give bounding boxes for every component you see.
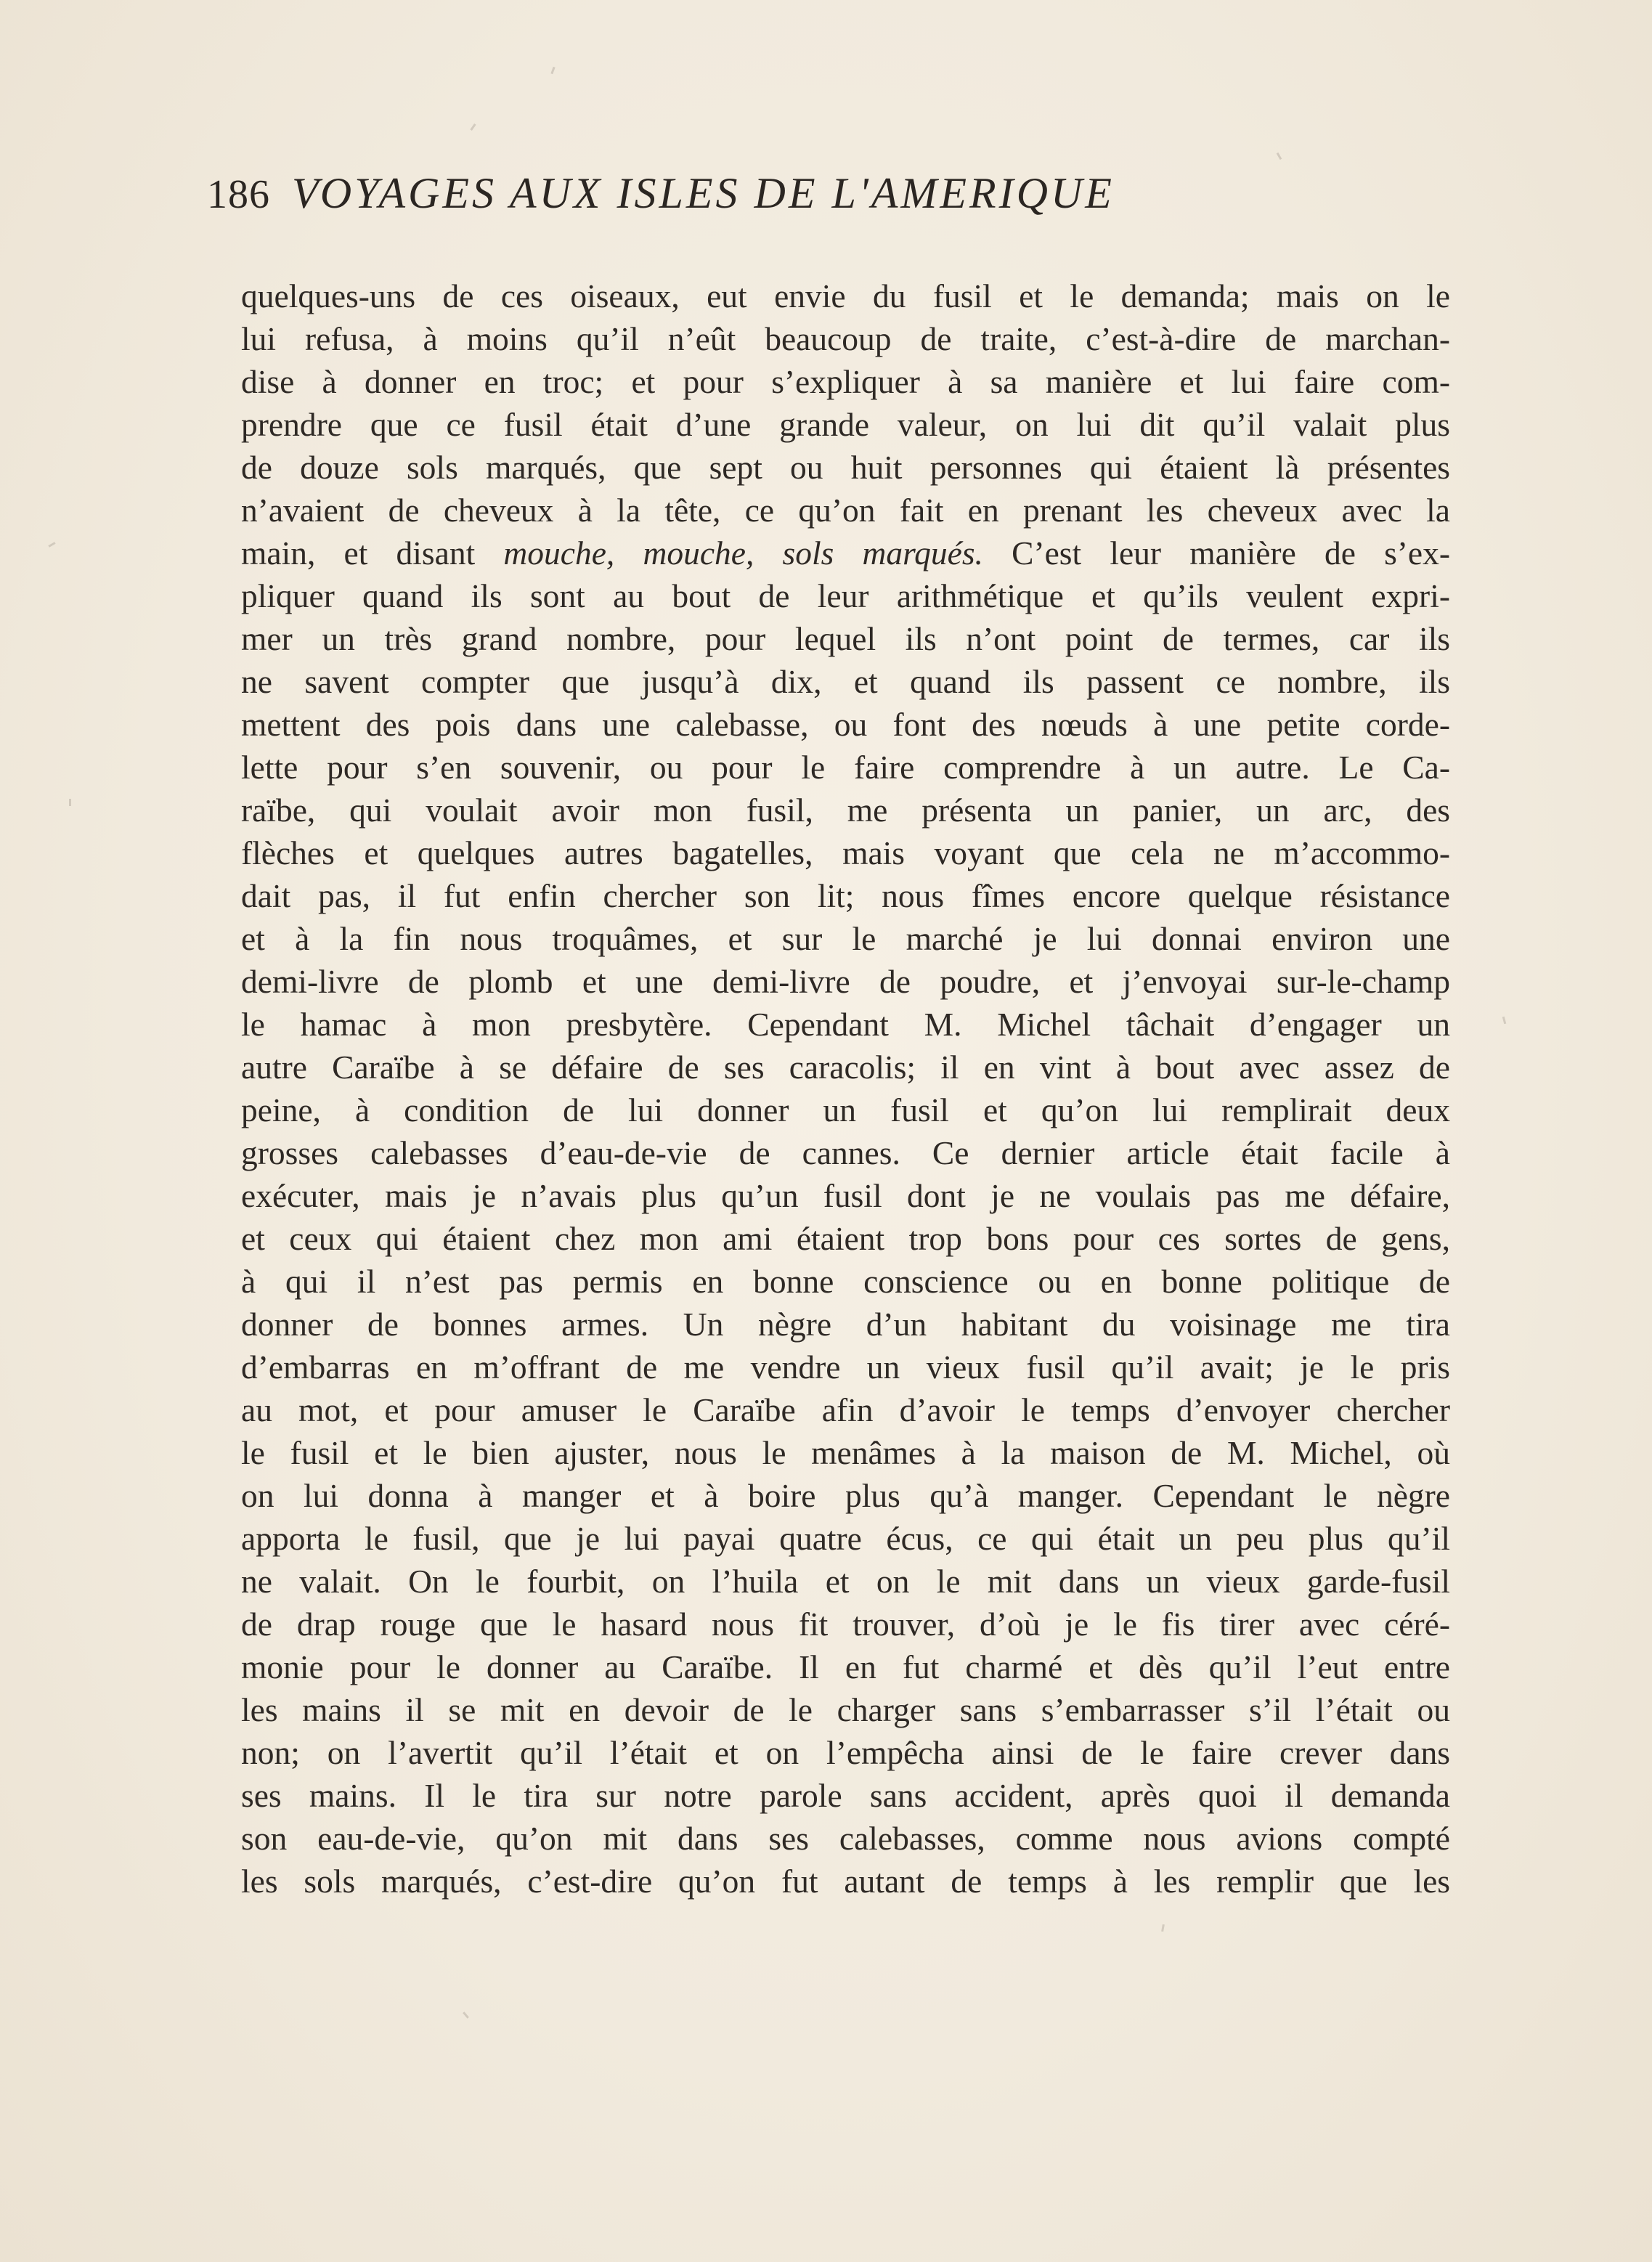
text-line: non; on l’avertit qu’il l’était et on l’empêcha ainsi de le faire crever dans	[241, 1734, 1450, 1771]
text-line: ne savent compter que jusqu’à dix, et quand ils passent ce nombre, ils	[241, 663, 1450, 700]
text-line: dait pas, il fut enfin chercher son lit; nous fîmes encore quelque résistance	[241, 877, 1450, 914]
text-line: au mot, et pour amuser le Caraïbe afin d’avoir le temps d’envoyer chercher	[241, 1391, 1450, 1428]
text-line: n’avaient de cheveux à la tête, ce qu’on fait en prenant les cheveux avec la	[241, 492, 1450, 529]
text-line: son eau-de-vie, qu’on mit dans ses calebasses, comme nous avions compté	[241, 1820, 1450, 1857]
text-line: les mains il se mit en devoir de le charger sans s’embarrasser s’il l’était ou	[241, 1691, 1450, 1728]
text-line: prendre que ce fusil était d’une grande valeur, on lui dit qu’il valait plus	[241, 406, 1450, 443]
paper-speck	[1502, 1017, 1506, 1024]
text-line: mettent des pois dans une calebasse, ou font des nœuds à une petite corde-	[241, 706, 1450, 743]
text-line: peine, à condition de lui donner un fusil et qu’on lui remplirait deux	[241, 1091, 1450, 1128]
text-line: quelques-uns de ces oiseaux, eut envie du fusil et le demanda; mais on le	[241, 277, 1450, 314]
text-line: dise à donner en troc; et pour s’expliquer à sa manière et lui faire com-	[241, 363, 1450, 400]
text-line: et ceux qui étaient chez mon ami étaient trop bons pour ces sortes de gens,	[241, 1220, 1450, 1257]
text-line: donner de bonnes armes. Un nègre d’un habitant du voisinage me tira	[241, 1306, 1450, 1343]
text-line: demi-livre de plomb et une demi-livre de poudre, et j’envoyai sur-le-champ	[241, 963, 1450, 1000]
page-header	[207, 168, 1456, 227]
paper-speck	[1277, 152, 1282, 160]
paper-speck	[463, 2011, 469, 2019]
text-line: d’embarras en m’offrant de me vendre un vieux fusil qu’il avait; je le pris	[241, 1348, 1450, 1386]
text-line: flèches et quelques autres bagatelles, mais voyant que cela ne m’accommo-	[241, 834, 1450, 871]
paper-speck	[1161, 1924, 1165, 1932]
text-line: raïbe, qui voulait avoir mon fusil, me présenta un panier, un arc, des	[241, 792, 1450, 829]
text-line: de douze sols marqués, que sept ou huit personnes qui étaient là présentes	[241, 449, 1450, 486]
text-line-with-italic	[241, 532, 1450, 574]
text-line: monie pour le donner au Caraïbe. Il en fut charmé et dès qu’il l’eut entre	[241, 1648, 1450, 1685]
text-line: les sols marqués, c’est-dire qu’on fut autant de temps à les remplir que les	[241, 1863, 1450, 1900]
text-fragment: C’est leur manière de s’ex-	[1012, 534, 1450, 571]
text-line: ses mains. Il le tira sur notre parole sans accident, après quoi il demanda	[241, 1777, 1450, 1814]
text-line: et à la fin nous troquâmes, et sur le marché je lui donnai environ une	[241, 920, 1450, 957]
paper-speck	[470, 123, 476, 131]
text-line: lui refusa, à moins qu’il n’eût beaucoup de traite, c’est-à-dire de marchan-	[241, 320, 1450, 357]
italic-phrase: mouche, mouche, sols marqués.	[503, 534, 983, 571]
text-line: à qui il n’est pas permis en bonne conscience ou en bonne politique de	[241, 1263, 1450, 1300]
text-line: grosses calebasses d’eau-de-vie de cannes. Ce dernier article était facile à	[241, 1134, 1450, 1171]
text-line: de drap rouge que le hasard nous fit trouver, d’où je le fis tirer avec céré-	[241, 1606, 1450, 1643]
text-line: mer un très grand nombre, pour lequel ils n’ont point de termes, car ils	[241, 620, 1450, 657]
text-line: le fusil et le bien ajuster, nous le menâmes à la maison de M. Michel, où	[241, 1434, 1450, 1471]
text-line: le hamac à mon presbytère. Cependant M. Michel tâchait d’engager un	[241, 1006, 1450, 1043]
text-line: pliquer quand ils sont au bout de leur arithmétique et qu’ils veulent expri-	[241, 577, 1450, 614]
text-line: on lui donna à manger et à boire plus qu’à manger. Cependant le nègre	[241, 1477, 1450, 1514]
body-text	[241, 274, 1450, 1903]
text-fragment: main, et disant	[241, 534, 476, 571]
text-line: ne valait. On le fourbit, on l’huila et on le mit dans un vieux garde-fusil	[241, 1563, 1450, 1600]
running-title: VOYAGES AUX ISLES DE L'AMERIQUE	[292, 169, 1115, 217]
paper-speck	[69, 799, 71, 806]
text-line: apporta le fusil, que je lui payai quatre écus, ce qui était un peu plus qu’il	[241, 1520, 1450, 1557]
paper-speck	[48, 542, 55, 548]
text-line: lette pour s’en souvenir, ou pour le faire comprendre à un autre. Le Ca-	[241, 749, 1450, 786]
paper-speck	[550, 67, 555, 74]
text-line: exécuter, mais je n’avais plus qu’un fusil dont je ne voulais pas me défaire,	[241, 1177, 1450, 1214]
text-line: autre Caraïbe à se défaire de ses caracolis; il en vint à bout avec assez de	[241, 1049, 1450, 1086]
page-number: 186	[207, 172, 270, 217]
